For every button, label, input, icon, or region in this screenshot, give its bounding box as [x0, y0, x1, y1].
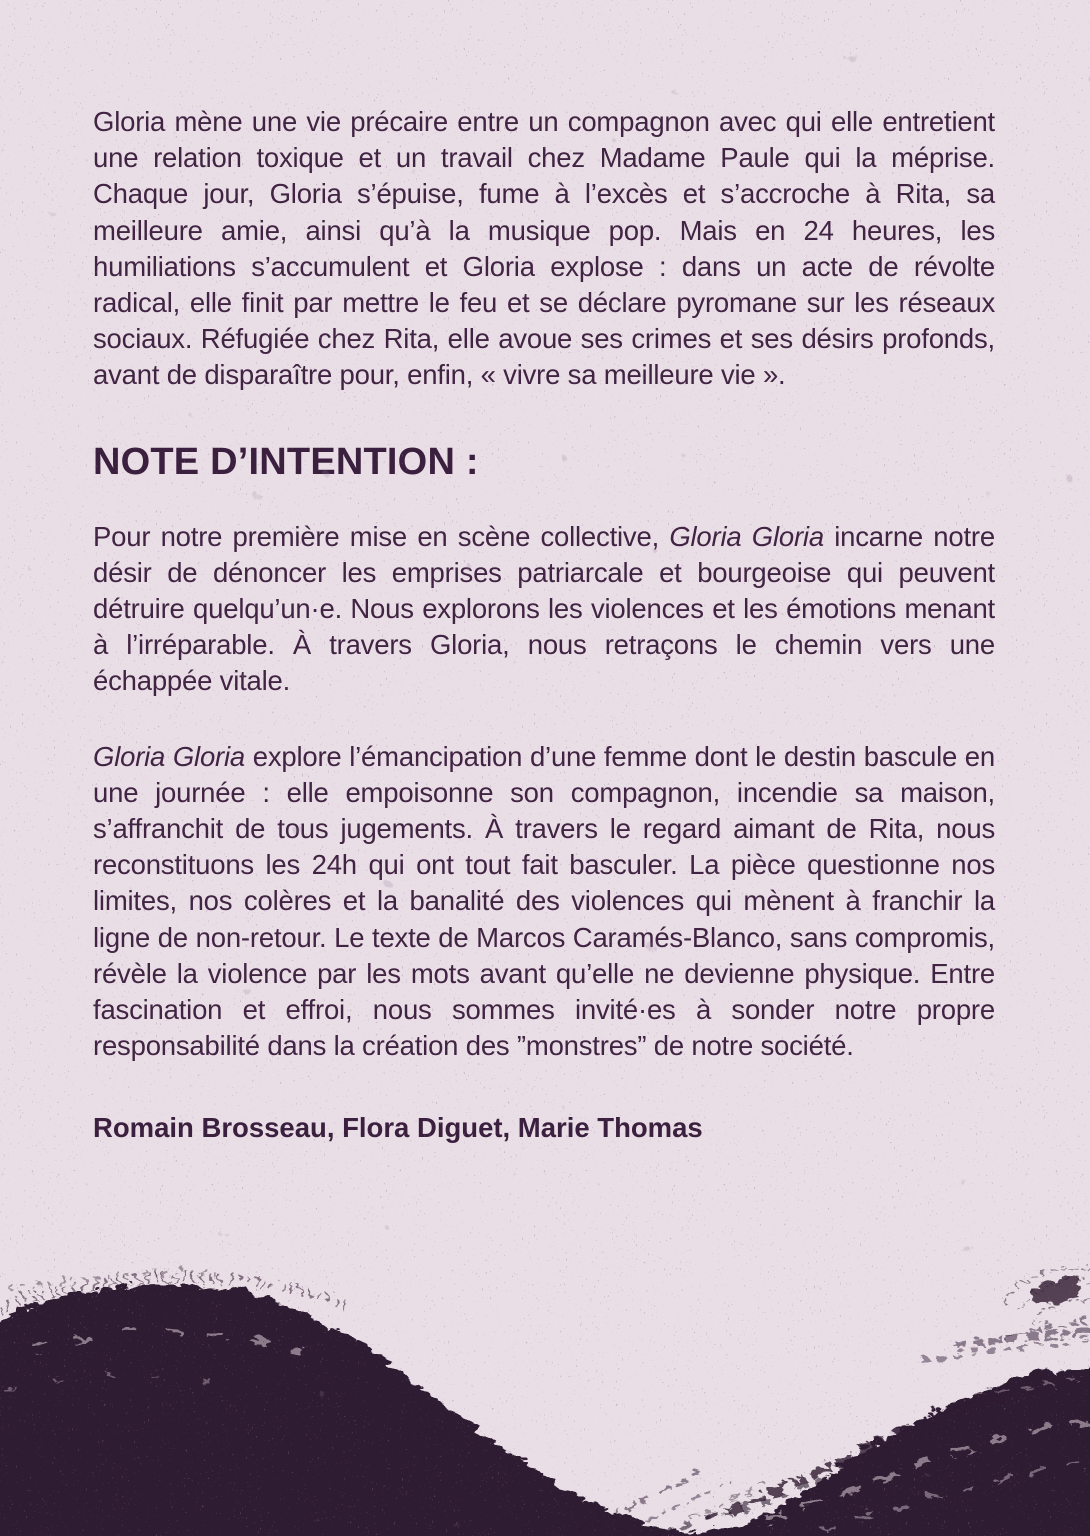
page-content	[93, 104, 995, 1146]
intent-2-after: explore l’émancipation d’une femme dont le destin bascule en une journée : elle empoisonne son compagnon, incendie sa maison, s’affranchit de tous jugements. À travers le regard aimant de Rita, nous reconstituons les 24h qui ont tout fait basculer. La pièce questionne nos limites, nos colères et la banalité des violences qui mènent à franchir la ligne de non-retour. Le texte de Marcos Caramés-Blanco, sans compromis, révèle la violence par les mots avant qu’elle ne devienne physique. Entre fascination et effroi, nous sommes invité·es à sonder notre propre responsabilité dans la création des ”monstres” de notre société.	[93, 740, 995, 1062]
play-title-italic: Gloria Gloria	[93, 740, 246, 772]
synopsis-text: Gloria mène une vie précaire entre un compagnon avec qui elle entretient une relation toxique et un travail chez Madame Paule qui la méprise. Chaque jour, Gloria s’épuise, fume à l’excès et s’accroche à Rita, sa meilleure amie, ainsi qu’à la musique pop. Mais en 24 heures, les humiliations s’accumulent et Gloria explose : dans un acte de révolte radical, elle finit par mettre le feu et se déclare pyromane sur les réseaux sociaux. Réfugiée chez Rita, elle avoue ses crimes et ses désirs profonds, avant de disparaître pour, enfin, « vivre sa meilleure vie ».	[93, 106, 995, 391]
intent-paragraph-1	[93, 519, 995, 700]
note-intention-heading: NOTE D’INTENTION :	[93, 440, 479, 483]
intent-1-before: Pour notre première mise en scène collective,	[93, 520, 670, 552]
play-title-italic: Gloria Gloria	[669, 520, 824, 552]
intent-1-after: incarne notre désir de dénoncer les emprises patriarcale et bourgeoise qui peuvent détruire quelqu’un·e. Nous explorons les violences et les émotions menant à l’irréparable. À travers Gloria, nous retraçons le chemin vers une échappée vitale.	[93, 520, 995, 697]
synopsis-paragraph	[93, 104, 995, 394]
intent-paragraph-2	[93, 739, 995, 1065]
ink-wave-graphic	[0, 1226, 1090, 1536]
authors-line: Romain Brosseau, Flora Diguet, Marie Thomas	[93, 1112, 703, 1144]
